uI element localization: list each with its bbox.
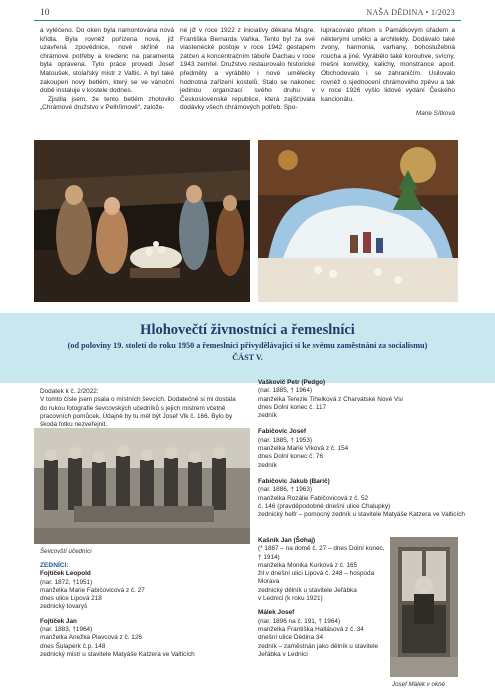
person-name: Vaškovič Petr (Pedgo)	[258, 379, 326, 386]
person-detail: manželka Anežka Plavcová z č. 126	[40, 634, 142, 642]
person-detail: manželka Marie Vlková z č. 154	[258, 445, 349, 453]
person-name: Fojtíček Jan	[40, 617, 77, 625]
text-line: do rukou fotografie ševcovských učedníků s jejich mistrem včetně	[40, 404, 226, 412]
shoemaker-apprentices-photo	[34, 428, 250, 544]
page-header	[0, 6, 495, 24]
person-detail: (nar. 1886, † 1963)	[258, 486, 313, 494]
person-detail: zedník	[258, 461, 277, 469]
window-portrait-image	[390, 537, 458, 677]
text-line: škoda fotku nezveřejnit.	[40, 421, 108, 429]
masons-list-left	[40, 562, 255, 659]
person-name: Málek Josef	[258, 609, 295, 617]
apprentices-caption: Ševcovští učedníci	[40, 548, 92, 555]
person-detail: žil v dnešní ulici Lipová č. 248 – hospoda	[258, 570, 375, 578]
article-title: Hlohovečtí živnostníci a řemeslníci	[140, 322, 355, 338]
person-detail: zednický tovaryš	[40, 603, 88, 611]
page-number: 10	[40, 8, 50, 18]
paragraph: né již v roce 1922 z iniciativy děkana Msgre. Františka Bernarda Vaňka. Tento byl za své vlastenecké postoje v roce 1942 gestapem zatčen a koncentračním táboře Dachau v roce 1943 zemřel. Družstvo restaurovalo historické předměty a vyrábělo i nové umělecky hodnotná zařízení kostelů. Stalo se nakonec jedinou organizací svého druhu v Československé republice, která zajišťovala dodávky všech chrámových potřeb. Spo-	[180, 27, 315, 112]
person-detail: manželka Františka Hallásová z č. 34	[258, 625, 364, 633]
person-detail: manželka Marie Fabičovicová z č. 27	[40, 586, 145, 594]
person-detail: dnes Dolní konec č. 117	[258, 403, 327, 411]
person-detail: zednický helfr – pomocný zedník u stavitele Matyáše Katzera ve Valticích	[258, 511, 465, 519]
person-detail: dnes ulice Lipová 218	[40, 595, 102, 603]
malek-caption: Josef Málek v okně	[392, 681, 445, 688]
person-detail: zedník	[258, 412, 277, 420]
apprentices-image	[34, 428, 250, 544]
person-detail: (* 1887 – na domě č. 27 – dnes Dolní konec, † 1914)	[258, 545, 385, 561]
top-column-2	[180, 27, 315, 113]
person-detail: zednický mistr u stavitele Matyáše Katzera ve Valticích	[40, 650, 195, 658]
section-heading: ZEDNÍCI:	[40, 562, 69, 569]
nativity-figures-image	[34, 140, 250, 302]
person-detail: manželka Terezie Tihelková z Charvátské Nové Vsi	[258, 395, 403, 403]
person-detail: dnes Dolní konec č. 76	[258, 453, 324, 461]
nativity-photo-left	[34, 140, 250, 302]
paragraph: lupracovalo přitom s Památkovým úřadem a některými umělci a architekty. Dodávalo také zvony, harmonia, varhany, bohoslužebná roucha a jiné. Vyrábělo také korouhve, svícny, mešní konvičky, kalichy, monstrance apod. Obchodovalo i se zahraničím. Usilovalo rovněž o sjednocení chrámového zpěvu a tak v roce 1926 vyšlo lidové vydání Českého kancionálu.	[321, 27, 455, 103]
person-detail: (nar. 1885, † 1953)	[258, 436, 313, 444]
person-name: Fabičovic Jakub (Barič)	[258, 477, 330, 485]
person-detail: Morava	[258, 578, 280, 586]
person-detail: (nar. 1885, † 1964)	[258, 387, 313, 395]
header-rule	[34, 20, 461, 21]
paragraph: a vyléčeno. Do oken byla namontována nová křídla. Byla rovněž pořízena nová, již uzavřená zpovědnice, nové skříně na chrámové potřeby a kredenc na paramenta byla opravena. Tyto práce provedl Josef Matoušek, stolařský mistr z Valtic. A byl také zakoupen nový betlém, který se ve vánoční době instaluje v kostele dodnes.	[40, 27, 174, 95]
person-detail: dnešní ulice Dědina 34	[258, 634, 324, 642]
person-name: Fabičovic Josef	[258, 428, 306, 436]
article-part: ČÁST V.	[232, 353, 263, 362]
person-detail: č. 146 (pravděpodobně dnešní ulice Chalupky)	[258, 502, 391, 510]
person-detail: (nar. 1883, †1964)	[40, 626, 93, 634]
addendum-text	[40, 388, 255, 429]
person-name: Kašník Jan (Šohaj)	[258, 537, 316, 544]
top-column-3	[321, 27, 455, 119]
nativity-scene-image	[258, 140, 458, 302]
masons-list-right-top	[258, 379, 465, 519]
person-detail: v Lednici (k roku 1921)	[258, 595, 323, 603]
person-detail: (nar. 1872, †1951)	[40, 578, 93, 586]
text-line: Dodatek k č. 2/2022:	[40, 388, 99, 395]
person-detail: dnes Šulaperk č.p. 148	[40, 642, 106, 650]
person-detail: (nar. 1896 na č. 191, † 1964)	[258, 617, 341, 625]
person-name: Fojtíček Leopold	[40, 570, 91, 578]
paragraph: Zjistila jsem, že tento betlém zhotovilo „Chrámové družstvo v Pelhřimově“, založe-	[40, 95, 174, 112]
author-signature: Marie Sítková	[415, 110, 455, 118]
person-detail: zednický dělník u stavitele Jeřábka	[258, 586, 357, 594]
person-detail: manželka Monika Kurková z č. 165	[258, 561, 358, 569]
text-line: pracovních pomůcek. Údajně by tu měl být Josef Vlk č. 166. Bylo by	[40, 412, 233, 420]
article-subtitle: (od poloviny 19. století do roku 1950 a řemeslníci přivydělávající si ke svému zaměstnání za socialismu)	[67, 341, 428, 350]
top-column-1	[40, 27, 174, 113]
text-line: V tomto čísle jsem psala o místních ševcích. Dodatečně si mi dostala	[40, 396, 236, 404]
magazine-title: NAŠA DĚDINA • 1/2023	[366, 8, 455, 17]
person-detail: zedník – zaměstnán jako dělník u stavitele Jeřábka v Lednici	[258, 642, 379, 658]
nativity-photo-right	[258, 140, 458, 302]
person-detail: manželka Rozálie Fabičovicová z č. 52	[258, 494, 369, 502]
josef-malek-photo	[390, 537, 458, 677]
masons-list-right-bottom	[258, 537, 386, 659]
